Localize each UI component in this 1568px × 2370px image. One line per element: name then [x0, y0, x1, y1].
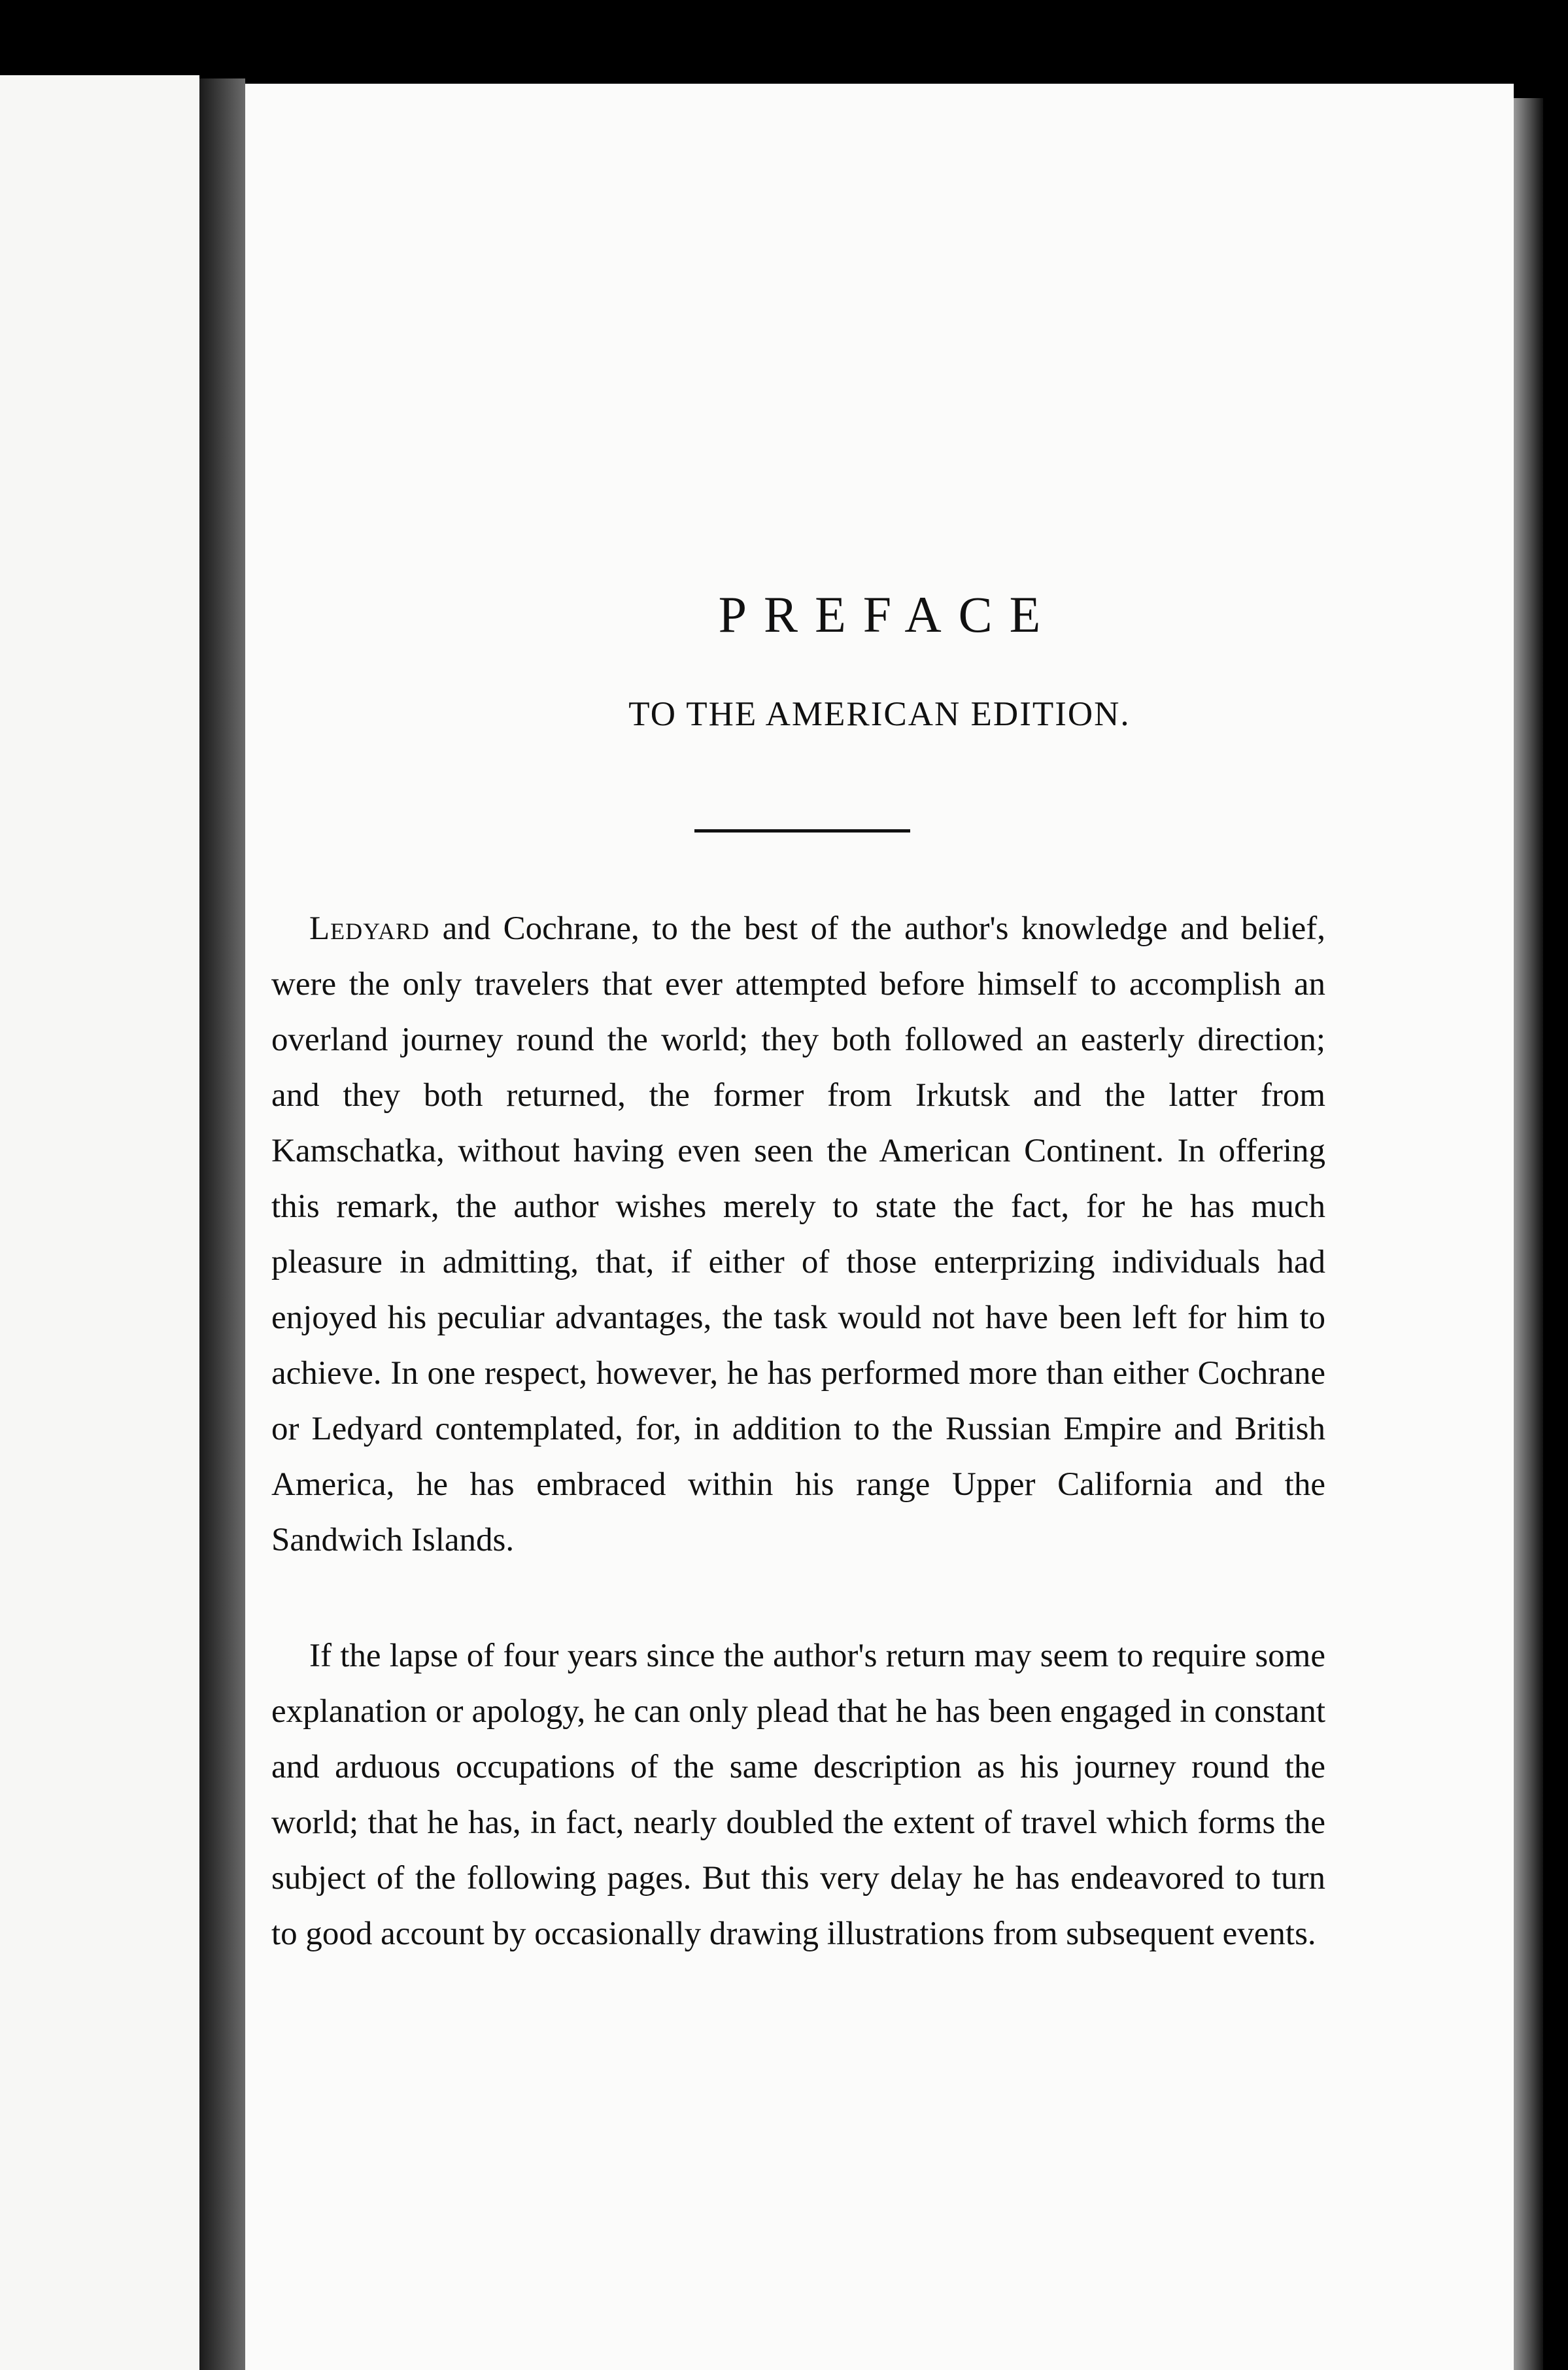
page-title: PREFACE [718, 586, 1058, 643]
paragraph-1 [271, 901, 1325, 1568]
lead-word: Ledyard [309, 910, 430, 947]
page-subtitle: TO THE AMERICAN EDITION. [628, 695, 1131, 733]
page-edge-shadow [1514, 98, 1543, 2370]
divider-rule [694, 829, 910, 833]
paragraph-2-text: If the lapse of four years since the author's return may seem to require some explanation or apology, he can only plead that he has been engaged in constant and arduous occupations of the same description as his journey round the world; that he has, in fact, nearly doubled the extent of travel which forms the subject of the following pages. But this very delay he has endeavored to turn to good account by occasionally drawing illustrations from subsequent events. [271, 1638, 1325, 1952]
paragraph-2 [271, 1628, 1325, 1962]
book-gutter [199, 78, 245, 2370]
paragraph-1-text: and Cochrane, to the best of the author's knowledge and belief, were the only travelers that ever attempted before himself to accomplish an overland journey round the world; they both followed an easterly direction; and they both returned, the former from Irkutsk and the latter from Kamschatka, without having even seen the American Continent. In offering this remark, the author wishes merely to state the fact, for he has much pleasure in admitting, that, if either of those enterprizing individuals had enjoyed his peculiar advantages, the task would not have been left for him to achieve. In one respect, however, he has performed more than either Cochrane or Ledyard contemplated, for, in addition to the Russian Empire and British America, he has embraced within his range Upper California and the Sandwich Islands. [271, 910, 1325, 1558]
left-facing-page [0, 75, 199, 2370]
